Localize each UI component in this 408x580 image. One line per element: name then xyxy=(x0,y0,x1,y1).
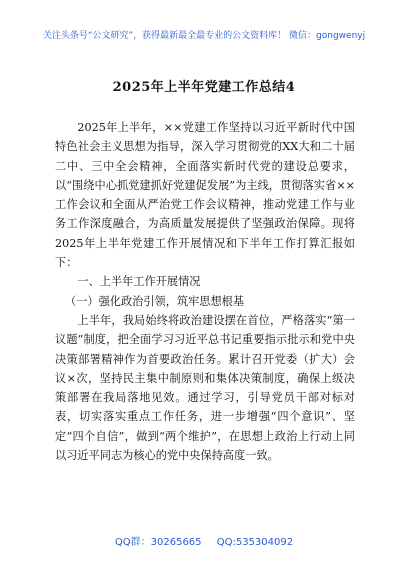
footer xyxy=(0,533,408,548)
document-title: 2025年上半年党建工作总结4 xyxy=(112,80,296,95)
subsection-heading: （一）强化政治引领，筑牢思想根基 xyxy=(65,294,245,308)
section-heading: 一、上半年工作开展情况 xyxy=(77,275,201,289)
body-paragraph: 上半年，我局始终将政治建设摆在首位，严格落实“第一议题”制度，把全面学习习近平总书记重要指示批示和党中央决策部署精神作为首要政治任务。累计召开党委（扩大）会议×次，坚持民主集中制原则和集体决策制度，确保上级决策部署在我局落地见效。通过学习，引导党员干部对标对表，切实落实重点工作任务，进一步增强“四个意识”、坚定“四个自信”，做到“两个维护”，在思想上政治上行动上同以习近平同志为核心的党中央保持高度一致。 xyxy=(55,313,355,463)
intro-paragraph: 2025年上半年，××党建工作坚持以习近平新时代中国特色社会主义思想为指导，深入学习贯彻党的XX大和二十届二中、三中全会精神，全面落实新时代党的建设总要求，以“围绕中心抓党建抓好党建促发展”为主线，贯彻落实省××工作会议和全面从严治党工作会议精神，推动党建工作与业务工作深度融合，为高质量发展提供了坚强政治保障。现将2025年上半年党建工作开展情况和下半年工作打算汇报如下： xyxy=(55,121,355,270)
header-note: 关注头条号“公文研究”，获得最新最全最专业的公文资料库！ 微信：gongwenyj xyxy=(42,31,366,41)
document-body xyxy=(55,118,355,465)
footer-qq-contact: QQ:535304092 xyxy=(216,537,294,548)
footer-qq-group: QQ群：30265665 xyxy=(114,537,202,548)
